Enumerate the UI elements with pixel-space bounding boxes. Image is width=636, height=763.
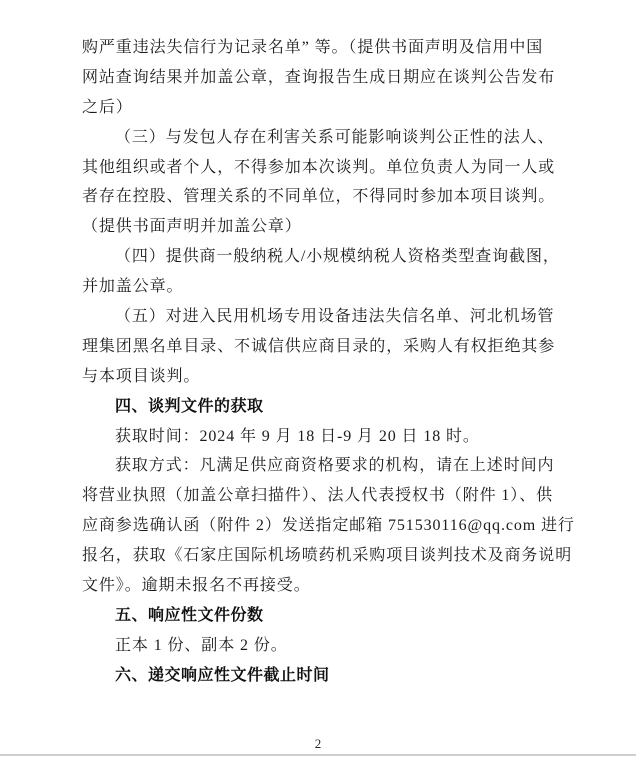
text-line: 其他组织或者个人，不得参加本次谈判。单位负责人为同一人或 — [82, 158, 556, 176]
text-line: 报名，获取《石家庄国际机场喷药机采购项目谈判技术及商务说明 — [82, 547, 573, 565]
section-heading-4: 四、谈判文件的获取 — [115, 397, 264, 415]
document-page-body — [82, 33, 575, 691]
text-line: 网站查询结果并加盖公章，查询报告生成日期应在谈判公告发布 — [82, 68, 556, 86]
text-line: （三）与发包人存在利害关系可能影响谈判公正性的法人、 — [115, 128, 555, 146]
text-line: 获取方式：凡满足供应商资格要求的机构，请在上述时间内 — [115, 457, 555, 475]
text-line: 之后） — [82, 98, 133, 116]
text-line: 正本 1 份、副本 2 份。 — [115, 636, 288, 654]
text-line: 将营业执照（加盖公章扫描件）、法人代表授权书（附件 1）、供 — [82, 487, 554, 505]
text-line: 与本项目谈判。 — [82, 367, 201, 385]
text-line: （四）提供商一般纳税人/小规模纳税人资格类型查询截图， — [115, 248, 560, 266]
section-heading-6: 六、递交响应性文件截止时间 — [115, 666, 330, 684]
text-line: 购严重违法失信行为记录名单” 等。（提供书面声明及信用中国 — [82, 39, 544, 56]
section-heading-5: 五、响应性文件份数 — [115, 606, 264, 624]
page-number: 2 — [314, 736, 322, 751]
text-line: 文件》。逾期未报名不再接受。 — [82, 577, 311, 595]
text-line: （五）对进入民用机场专用设备违法失信名单、河北机场管 — [115, 308, 555, 326]
text-line: 并加盖公章。 — [82, 278, 184, 296]
page-bottom-divider — [0, 754, 636, 756]
text-line: 者存在控股、管理关系的不同单位，不得同时参加本项目谈判。 — [82, 188, 556, 206]
text-line: （提供书面声明并加盖公章） — [82, 218, 302, 236]
text-line: 获取时间：2024 年 9 月 18 日-9 月 20 日 18 时。 — [115, 427, 480, 445]
text-line: 应商参选确认函（附件 2）发送指定邮箱 751530116@qq.com 进行 — [82, 517, 575, 535]
text-line: 理集团黑名单目录、不诚信供应商目录的，采购人有权拒绝其参 — [82, 337, 556, 355]
